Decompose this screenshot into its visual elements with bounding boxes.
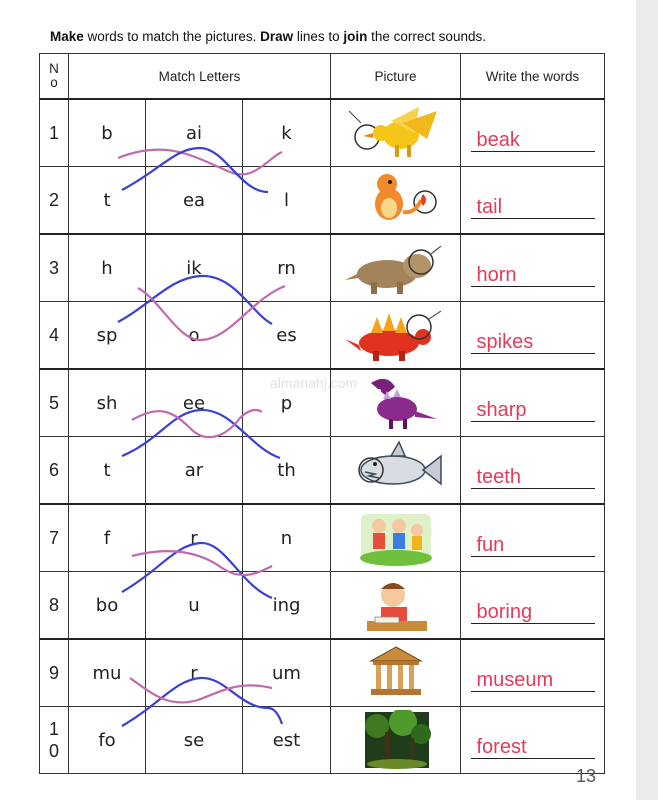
letter-cell-end: n	[243, 504, 331, 572]
answer-cell	[461, 234, 605, 302]
instr-part2: lines to	[293, 29, 344, 44]
row-number: 8	[40, 572, 69, 640]
letter-cell-start: f	[69, 504, 146, 572]
letter-cell-middle: r	[146, 639, 243, 707]
row-number: 7	[40, 504, 69, 572]
answer-word[interactable]: forest	[471, 736, 595, 759]
row-number: 4	[40, 302, 69, 370]
answer-word[interactable]: museum	[471, 669, 595, 692]
letter-cell-middle: ai	[146, 99, 243, 167]
letter-cell-end: es	[243, 302, 331, 370]
answer-cell	[461, 167, 605, 235]
instr-make: Make	[50, 29, 84, 44]
letter-cell-start: sh	[69, 369, 146, 437]
letter-cell-end: l	[243, 167, 331, 235]
scrollbar-track[interactable]	[636, 0, 658, 800]
letter-cell-middle: ar	[146, 437, 243, 505]
letter-cell-middle: se	[146, 707, 243, 774]
header-write-words: Write the words	[461, 54, 605, 100]
table-row	[40, 99, 605, 167]
letter-cell-start: mu	[69, 639, 146, 707]
letter-cell-middle: r	[146, 504, 243, 572]
table-row	[40, 504, 605, 572]
answer-cell	[461, 504, 605, 572]
letter-cell-end: um	[243, 639, 331, 707]
header-no: N o	[40, 54, 69, 100]
answer-cell	[461, 99, 605, 167]
table-row	[40, 572, 605, 640]
yellow-bird-dinosaur-image	[331, 103, 460, 163]
answer-cell	[461, 437, 605, 505]
letter-cell-middle: ee	[146, 369, 243, 437]
row-number: 1	[40, 99, 69, 167]
instr-draw: Draw	[260, 29, 294, 44]
answer-word[interactable]: teeth	[471, 466, 595, 489]
shark-image	[331, 440, 460, 500]
letter-cell-middle: ik	[146, 234, 243, 302]
answer-word[interactable]: boring	[471, 601, 595, 624]
letter-cell-middle: ea	[146, 167, 243, 235]
bored-boy-image	[331, 575, 460, 635]
picture-cell	[331, 639, 461, 707]
picture-cell	[331, 167, 461, 235]
red-stegosaurus-image	[331, 305, 460, 365]
letter-cell-start: bo	[69, 572, 146, 640]
picture-cell	[331, 234, 461, 302]
letter-cell-end: rn	[243, 234, 331, 302]
answer-cell	[461, 639, 605, 707]
answer-word[interactable]: sharp	[471, 399, 595, 422]
table-row	[40, 437, 605, 505]
letter-cell-start: h	[69, 234, 146, 302]
picture-cell	[331, 99, 461, 167]
letter-cell-middle: u	[146, 572, 243, 640]
letter-cell-start: sp	[69, 302, 146, 370]
letter-cell-start: t	[69, 437, 146, 505]
row-number: 1 0	[40, 707, 69, 774]
answer-cell	[461, 572, 605, 640]
answer-cell	[461, 369, 605, 437]
row-number: 6	[40, 437, 69, 505]
row-number: 2	[40, 167, 69, 235]
picture-cell	[331, 707, 461, 774]
kids-playing-image	[331, 508, 460, 568]
row-number: 3	[40, 234, 69, 302]
answer-word[interactable]: beak	[471, 129, 595, 152]
orange-lizard-image	[331, 170, 460, 230]
table-row	[40, 167, 605, 235]
answer-cell	[461, 707, 605, 774]
picture-cell	[331, 302, 461, 370]
museum-building-image	[331, 643, 460, 703]
header-match-letters: Match Letters	[69, 54, 331, 100]
header-picture: Picture	[331, 54, 461, 100]
table-row	[40, 707, 605, 774]
instr-part3: the correct sounds.	[367, 29, 486, 44]
answer-cell	[461, 302, 605, 370]
brown-triceratops-image	[331, 238, 460, 298]
picture-cell	[331, 504, 461, 572]
letter-cell-start: b	[69, 99, 146, 167]
picture-cell	[331, 572, 461, 640]
table-row	[40, 234, 605, 302]
letter-cell-middle: o	[146, 302, 243, 370]
letter-cell-end: p	[243, 369, 331, 437]
picture-cell	[331, 437, 461, 505]
letter-cell-end: est	[243, 707, 331, 774]
letter-cell-start: fo	[69, 707, 146, 774]
answer-word[interactable]: tail	[471, 196, 595, 219]
letter-cell-end: ing	[243, 572, 331, 640]
worksheet-table	[39, 53, 605, 774]
instructions	[50, 29, 486, 44]
header-row	[40, 54, 605, 100]
letter-cell-end: th	[243, 437, 331, 505]
page-number: 13	[576, 766, 597, 786]
row-number: 5	[40, 369, 69, 437]
watermark: almanahj.com	[270, 375, 358, 391]
letter-cell-start: t	[69, 167, 146, 235]
answer-word[interactable]: fun	[471, 534, 595, 557]
table-row	[40, 639, 605, 707]
table-row	[40, 302, 605, 370]
row-number: 9	[40, 639, 69, 707]
instr-part1: words to match the pictures.	[83, 29, 261, 44]
answer-word[interactable]: horn	[471, 264, 595, 287]
answer-word[interactable]: spikes	[471, 331, 595, 354]
letter-cell-end: k	[243, 99, 331, 167]
forest-photo-image	[331, 710, 460, 770]
instr-join: join	[343, 29, 368, 44]
